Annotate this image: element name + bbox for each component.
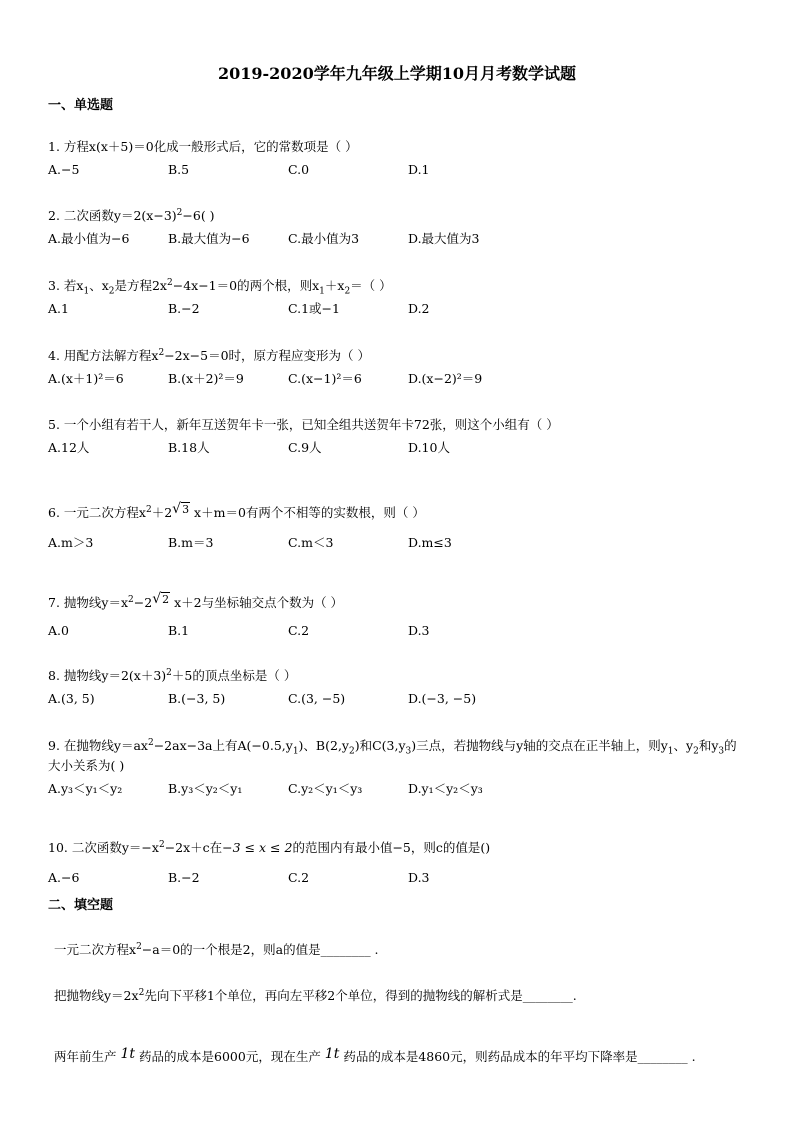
question-5-options [48,438,748,458]
option-c[interactable]: C.最小值为3 [288,231,360,246]
question-10 [48,838,748,888]
option-c[interactable]: C.9人 [288,440,322,455]
question-3-stem: 3. 若$x_1$、$x_2$是方程$2x^2-4x-1=0$的两个根，则$x_1+x_2=$（ ） [48,277,392,297]
section-single-choice: 一、单选题 [48,98,114,113]
fill-question-3: 两年前生产 1t 药品的成本是6000元，现在生产 1t 药品的成本是4860元，则药品成本的年平均下降率是________ . [54,1046,696,1064]
question-9 [48,736,748,799]
option-d[interactable]: D.y₁＜y₂＜y₃ [408,781,483,796]
option-d[interactable]: D.2 [408,301,430,316]
question-8 [48,666,748,709]
option-a[interactable]: A.m＞3 [48,535,94,550]
question-7-stem: 7. 抛物线$y=x^2-2√2$ x＋2与坐标轴交点个数为（ ） [48,591,344,610]
option-b[interactable]: B.(x＋2)²＝9 [168,371,244,386]
question-4-stem: 4. 用配方法解方程$x^2-2x-5=0$时，原方程应变形为（ ） [48,347,371,363]
fill-question-1: 一元二次方程$x^2-a=0$的一个根是2，则a的值是________ . [54,941,379,957]
option-d[interactable]: D.(−3, −5) [408,691,477,706]
question-8-stem: 8. 抛物线$y=2(x+3)^2+5$的顶点坐标是（ ） [48,667,297,683]
question-9-options [48,779,748,799]
question-7-options [48,621,748,641]
option-b[interactable]: B.−2 [168,870,200,885]
option-b[interactable]: B.18人 [168,440,210,455]
question-1-options [48,160,748,180]
sqrt-2-symbol: √2 [152,591,170,607]
question-9-stem: 9. 在抛物线$y=ax^2-2ax-3a$上有$A(-0.5,y_1)$、$B(2,y_2)$和$C(3,y_3)$三点，若抛物线与y轴的交点在正半轴上，则$y_1$、$y_2$和$y_3$的大小关系为( ) [48,737,737,773]
option-c[interactable]: C.2 [288,623,310,638]
question-5-stem: 5. 一个小组有若干人，新年互送贺年卡一张，已知全组共送贺年卡72张，则这个小组有（ ） [48,417,559,432]
option-a[interactable]: A.−5 [48,162,80,177]
question-4 [48,346,748,389]
sqrt-3-symbol: √3 [172,501,190,517]
option-a[interactable]: A.y₃＜y₁＜y₂ [48,781,123,796]
question-10-stem: 10. 二次函数$y=-x^2-2x+c$在−3 ≤ x ≤ 2的范围内有最小值−5，则c的值是() [48,839,491,855]
option-b[interactable]: B.最大值为−6 [168,231,250,246]
option-a[interactable]: A.最小值为−6 [48,231,130,246]
question-3-options [48,299,748,319]
option-c[interactable]: C.m＜3 [288,535,334,550]
option-a[interactable]: A.12人 [48,440,90,455]
option-b[interactable]: B.5 [168,162,190,177]
option-c[interactable]: C.2 [288,870,310,885]
fill-question-2: 把抛物线$y=2x^2$先向下平移1个单位，再向左平移2个单位，得到的抛物线的解析式是________. [54,987,577,1003]
question-10-options [48,868,748,888]
option-d[interactable]: D.m≤3 [408,535,452,550]
option-a[interactable]: A.(x＋1)²＝6 [48,371,124,386]
option-b[interactable]: B.−2 [168,301,200,316]
option-b[interactable]: B.m＝3 [168,535,214,550]
option-a[interactable]: A.1 [48,301,69,316]
option-c[interactable]: C.(3, −5) [288,691,346,706]
option-b[interactable]: B.(−3, 5) [168,691,226,706]
option-d[interactable]: D.10人 [408,440,450,455]
question-8-options [48,689,748,709]
option-c[interactable]: C.y₂＜y₁＜y₃ [288,781,363,796]
option-d[interactable]: D.最大值为3 [408,231,480,246]
question-2-stem: 2. 二次函数$y=2(x-3)^2-6$( ) [48,207,215,223]
option-b[interactable]: B.1 [168,623,190,638]
option-c[interactable]: C.(x−1)²＝6 [288,371,362,386]
question-6-stem: 6. 一元二次方程$x^2+2√3$ x＋m＝0有两个不相等的实数根，则（ ） [48,501,425,520]
option-d[interactable]: D.1 [408,162,430,177]
option-c[interactable]: C.0 [288,162,310,177]
question-5 [48,415,748,458]
question-7 [48,589,748,641]
option-a[interactable]: A.(3, 5) [48,691,95,706]
question-3 [48,276,748,319]
option-d[interactable]: D.3 [408,623,430,638]
question-4-options [48,369,748,389]
question-1 [48,137,748,180]
question-6 [48,499,748,553]
section-fill-blank: 二、填空题 [48,898,114,913]
option-a[interactable]: A.0 [48,623,69,638]
option-a[interactable]: A.−6 [48,870,80,885]
question-2-options [48,229,748,249]
question-1-stem: 1. 方程x(x＋5)＝0化成一般形式后，它的常数项是（ ） [48,139,358,154]
option-d[interactable]: D.(x−2)²＝9 [408,371,483,386]
option-d[interactable]: D.3 [408,870,430,885]
question-2 [48,206,748,249]
exam-title: 2019-2020学年九年级上学期10月月考数学试题 [218,64,576,83]
option-c[interactable]: C.1或−1 [288,301,340,316]
option-b[interactable]: B.y₃＜y₂＜y₁ [168,781,243,796]
question-6-options [48,533,748,553]
